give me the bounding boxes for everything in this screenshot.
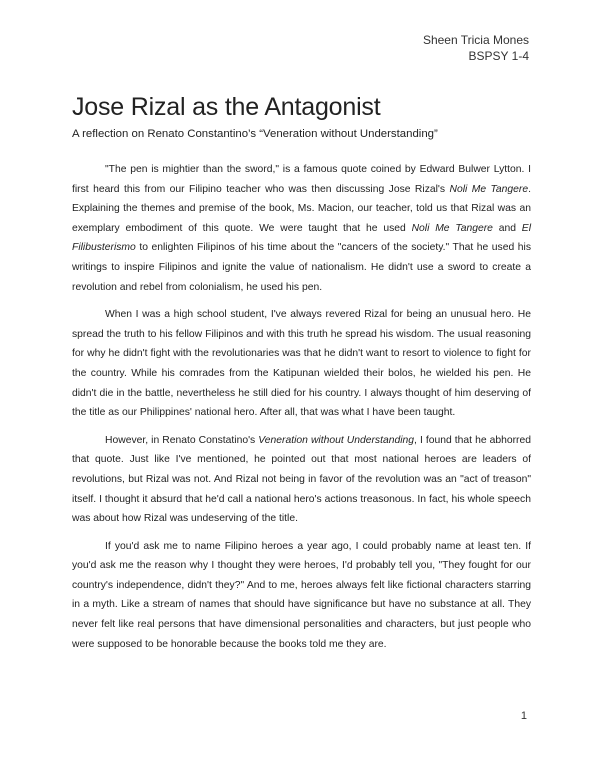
- work-title-veneration: Veneration without Understanding: [258, 434, 415, 446]
- author-name: Sheen Tricia Mones: [422, 33, 529, 47]
- paragraph-1-text-e: and: [492, 222, 522, 234]
- paragraph-4: [72, 537, 531, 655]
- paragraph-2: [72, 305, 531, 423]
- document-body: [72, 160, 531, 662]
- page-number: 1: [520, 710, 527, 722]
- paragraph-2-text: When I was a high school student, I've always revered Rizal for being an unusual hero. He spread the truth to his fellow Filipinos and with this truth he spread his wisdom. The usual reasoning for why he didn't fight with the revolutionaries was that he didn't want to resort to violence to fight for the country. While his comrades from the Katipunan wielded their bolos, he wielded his pen. He didn't die in the battle, nevertheless he still died for his country. I always thought of him deserving of the title as our Philippines' national hero. After all, that was what I have been taught.: [72, 309, 531, 419]
- document-subtitle: A reflection on Renato Constantino’s “Veneration without Understanding”: [72, 128, 438, 140]
- paragraph-4-text: If you'd ask me to name Filipino heroes a year ago, I could probably name at least ten. If you'd ask me the reason why I thought they were heroes, I'd probably tell you, "They fought for our country's independence, didn't they?" And to me, heroes always felt like fictional characters starring in a myth. Like a stream of names that should have significance but have no substance at all. They never felt like real persons that have dimensional personalities and characters, but just people who were supposed to be honorable because the books told me they are.: [72, 540, 531, 650]
- paragraph-3-text-a: However, in Renato Constatino's: [105, 434, 259, 446]
- paragraph-1-text-a: "The pen is mightier than the sword," is a famous quote coined by Edward Bulwer Lytton. I first heard this from our Filipino teacher who was then discussing Jose Rizal's: [72, 164, 531, 195]
- paragraph-3: [72, 431, 531, 529]
- book-title-noli: Noli Me Tangere: [449, 183, 529, 195]
- book-title-fili: El Filibusterismo: [72, 222, 531, 254]
- book-title-noli-2: Noli Me Tangere: [411, 222, 493, 234]
- paragraph-3-text-c: , I found that he abhorred that quote. Just like I've mentioned, he pointed out that most national heroes are leaders of revolutions, but Rizal was not. And Rizal not being in favor of the revolution was an "act of treason" itself. I thought it absurd that he'd call a national hero's actions treasonous. In fact, his whole speech was about how Rizal was undeserving of the title.: [72, 434, 532, 525]
- document-title: Jose Rizal as the Antagonist: [72, 93, 381, 121]
- paragraph-1: [72, 160, 531, 297]
- document-header: [423, 32, 529, 64]
- paragraph-1-text-c: . Explaining the themes and premise of the book, Ms. Macion, our teacher, told us that Rizal was an exemplary embodiment of this quote. We were taught that he used: [72, 183, 531, 234]
- paragraph-1-text-g: to enlighten Filipinos of his time about the "cancers of the society." That he used his writings to inspire Filipinos and ignite the value of nationalism. He didn't use a sword to create a revolution and rebel from colonialism, he used his pen.: [72, 242, 531, 293]
- course-section: BSPSY 1-4: [468, 49, 529, 63]
